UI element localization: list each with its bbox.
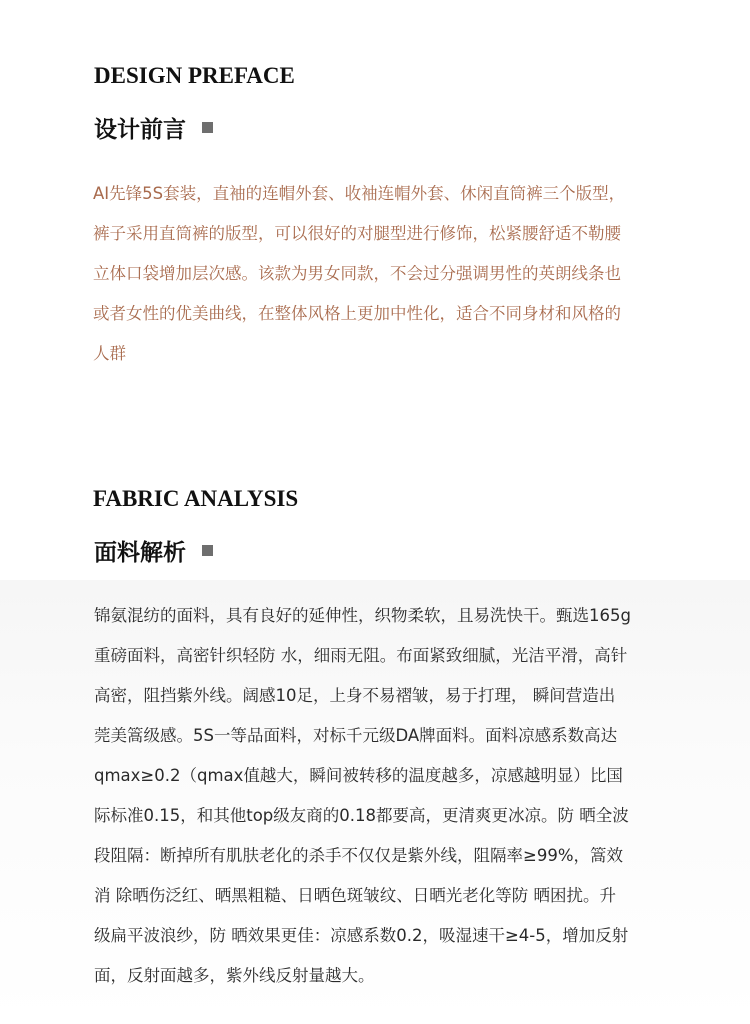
- fabric-analysis-header: [0, 470, 750, 580]
- paragraph-line: 消 除晒伤泛红、晒黑粗糙、日晒色斑皱纹、日晒光老化等防 晒困扰。升: [94, 886, 616, 905]
- paragraph-line: AI先锋5S套装，直袖的连帽外套、收袖连帽外套、休闲直筒裤三个版型，: [93, 184, 626, 203]
- design-preface-title-cn: [94, 111, 213, 144]
- paragraph-line: 段阻隔：断掉所有肌肤老化的杀手不仅仅是紫外线，阻隔率≥99%，篙效: [94, 846, 623, 865]
- fabric-analysis-paragraph: [94, 596, 631, 996]
- paragraph-line: qmax≥0.2（qmax值越大，瞬间被转移的温度越多，凉感越明显）比国: [94, 766, 623, 785]
- square-marker-icon: [202, 545, 213, 556]
- paragraph-line: 锦氨混纺的面料，具有良好的延伸性，织物柔软，且易洗快干。甄选165g: [94, 606, 631, 625]
- paragraph-line: 人群: [93, 344, 126, 363]
- paragraph-line: 高密，阻挡紫外线。阔感10足，上身不易褶皱，易于打理， 瞬间营造出: [94, 686, 616, 705]
- fabric-analysis-title-cn: [94, 534, 213, 567]
- paragraph-line: 级扁平波浪纱，防 晒效果更佳：凉感系数0.2，吸湿速干≥4-5，增加反射: [94, 926, 629, 945]
- paragraph-line: 或者女性的优美曲线，在整体风格上更加中性化，适合不同身材和风格的: [93, 304, 621, 323]
- paragraph-line: 莞美篙级感。5S一等品面料，对标千元级DA牌面料。面料凉感系数高达: [94, 726, 618, 745]
- design-preface-title-cn-text: 设计前言: [94, 116, 186, 143]
- square-marker-icon: [202, 122, 213, 133]
- paragraph-line: 重磅面料，高密针织轻防 水，细雨无阻。布面紧致细腻，光洁平滑，高针: [94, 646, 628, 665]
- paragraph-line: 际标准0.15，和其他top级友商的0.18都要高，更清爽更冰凉。防 晒全波: [94, 806, 629, 825]
- fabric-analysis-title-cn-text: 面料解析: [94, 539, 186, 566]
- paragraph-line: 面，反射面越多，紫外线反射量越大。: [94, 966, 375, 985]
- paragraph-line: 立体口袋增加层次感。该款为男女同款，不会过分强调男性的英朗线条也: [93, 264, 621, 283]
- design-preface-paragraph: [93, 174, 625, 374]
- design-preface-title-en: DESIGN PREFACE: [94, 63, 295, 88]
- fabric-analysis-title-en: FABRIC ANALYSIS: [93, 486, 299, 511]
- paragraph-line: 裤子采用直筒裤的版型，可以很好的对腿型进行修饰，松紧腰舒适不勒腰: [93, 224, 621, 243]
